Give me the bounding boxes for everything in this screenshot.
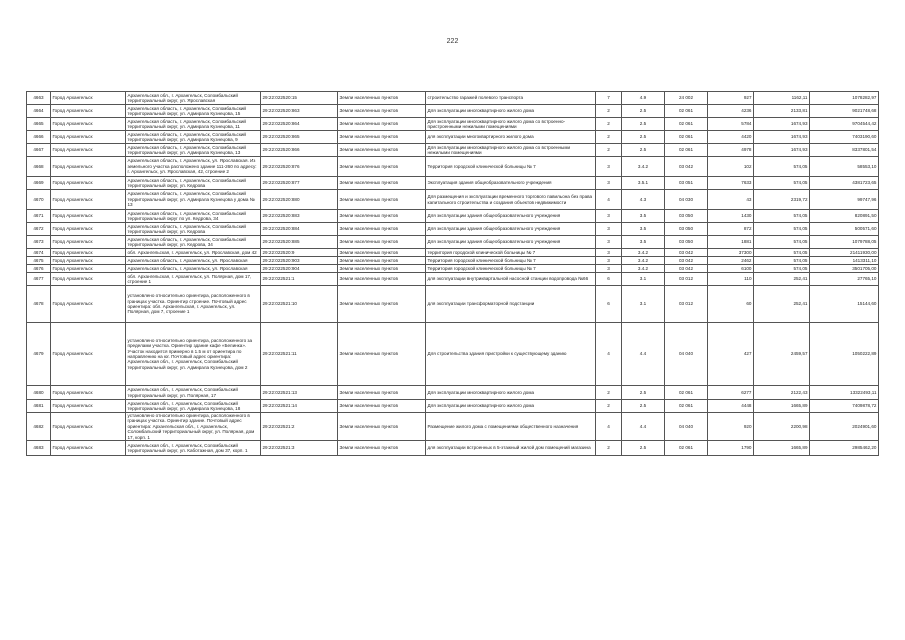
land-category-cell: Земли населенных пунктов <box>338 286 426 323</box>
land-category-cell: Земли населенных пунктов <box>338 92 426 105</box>
group-cell: 2 <box>596 144 622 157</box>
land-category-cell: Земли населенных пунктов <box>338 257 426 265</box>
specific-value-cell: 574,05 <box>754 157 810 177</box>
group-cell: 2 <box>596 105 622 118</box>
land-category-cell: Земли населенных пунктов <box>338 144 426 157</box>
permitted-use-cell: Для эксплуатации многоквартирного жилого дома <box>426 386 596 400</box>
row-number-cell: 4671 <box>27 210 51 223</box>
table-row <box>27 105 879 118</box>
cadastral-number-cell: 29:22:022520:904 <box>261 265 338 273</box>
row-number-cell: 4674 <box>27 249 51 257</box>
row-number-cell: 4664 <box>27 105 51 118</box>
address-cell: Архангельская область, г. Архангельск, Соломбальский территориальный округ, ул. Адмирала Кузнецова, 15 <box>126 105 261 118</box>
cadastral-value-cell: 27765,10 <box>810 273 879 286</box>
subgroup-cell: 4.4 <box>622 413 665 441</box>
cadastral-value-cell: 1079788,05 <box>810 236 879 249</box>
permitted-use-cell: Для эксплуатации многоквартирного жилого дома <box>426 400 596 413</box>
zone-code-cell: 03 051 <box>665 177 708 190</box>
land-category-cell: Земли населенных пунктов <box>338 265 426 273</box>
area-cell: 920 <box>708 413 754 441</box>
table-row <box>27 265 879 273</box>
zone-code-cell: 03 050 <box>665 236 708 249</box>
group-cell: 6 <box>596 273 622 286</box>
cadastral-number-cell: 29:22:022521:10 <box>261 286 338 323</box>
table-row <box>27 441 879 456</box>
row-number-cell: 4680 <box>27 386 51 400</box>
address-cell: обл. Архангельская, г. Архангельск, ул. Полярная, дом 17, строение 1 <box>126 273 261 286</box>
permitted-use-cell: Для размещения и эксплуатации временного торгового павильона без права капитального строительства и создания объектов недвижимости <box>426 190 596 210</box>
cadastral-value-cell: 9021748,68 <box>810 105 879 118</box>
permitted-use-cell: для эксплуатации встроенных в 5-этажный жилой дом помещений магазина <box>426 441 596 456</box>
address-cell: установлено относительно ориентира, расположенного в границах участка. Ориентир строение. Почтовый адрес ориентира: обл. Архангельская, г. Архангельск, ул. Полярная, дом 7, строение 1 <box>126 286 261 323</box>
specific-value-cell: 252,41 <box>754 286 810 323</box>
area-cell: 1881 <box>708 236 754 249</box>
cadastral-value-cell: 1050222,89 <box>810 323 879 386</box>
permitted-use-cell: Для эксплуатации многоквартирного жилого дома <box>426 105 596 118</box>
cadastral-value-table <box>26 91 879 456</box>
subgroup-cell: 3.5.1 <box>622 177 665 190</box>
area-cell: 4420 <box>708 131 754 144</box>
area-cell: 1790 <box>708 441 754 456</box>
group-cell: 3 <box>596 249 622 257</box>
zone-code-cell: 03 050 <box>665 210 708 223</box>
cadastral-number-cell: 29:22:022521:1 <box>261 273 338 286</box>
land-category-cell: Земли населенных пунктов <box>338 105 426 118</box>
table-row <box>27 131 879 144</box>
cadastral-number-cell: 29:22:022520:877 <box>261 177 338 190</box>
cadastral-number-cell: 29:22:022520:865 <box>261 131 338 144</box>
area-cell: 37300 <box>708 249 754 257</box>
permitted-use-cell: Территория городской клинической больницы № 7 <box>426 265 596 273</box>
address-cell: Архангельская обл., г. Архангельск, Соломбальский территориальный округ, ул. Адмирала Кузнецова, 18 <box>126 400 261 413</box>
permitted-use-cell: Размещение жилого дома с помещениями общественного назначения <box>426 413 596 441</box>
address-cell: Архангельская область, г. Архангельск, Соломбальский территориальный округ по ул. Кедрова, 34 <box>126 210 261 223</box>
row-number-cell: 4677 <box>27 273 51 286</box>
row-number-cell: 4678 <box>27 286 51 323</box>
land-category-cell: Земли населенных пунктов <box>338 400 426 413</box>
specific-value-cell: 574,05 <box>754 265 810 273</box>
specific-value-cell: 2319,72 <box>754 190 810 210</box>
row-number-cell: 4665 <box>27 118 51 131</box>
zone-code-cell: 03 042 <box>665 257 708 265</box>
group-cell: 2 <box>596 400 622 413</box>
address-cell: Архангельская область, г. Архангельск, ул. Ярославская <box>126 265 261 273</box>
specific-value-cell: 1162,11 <box>754 92 810 105</box>
row-number-cell: 4663 <box>27 92 51 105</box>
cadastral-number-cell: 29:22:022520:863 <box>261 105 338 118</box>
land-category-cell: Земли населенных пунктов <box>338 131 426 144</box>
locality-cell: Город Архангельск <box>51 144 126 157</box>
permitted-use-cell: территория городской клинической больницы № 7 <box>426 249 596 257</box>
row-number-cell: 4673 <box>27 236 51 249</box>
specific-value-cell: 2122,43 <box>754 386 810 400</box>
table-row <box>27 144 879 157</box>
zone-code-cell: 02 061 <box>665 105 708 118</box>
address-cell: Архангельская область, г. Архангельск, Соломбальский территориальный округ, ул. Кедрова <box>126 177 261 190</box>
area-cell: 43 <box>708 190 754 210</box>
row-number-cell: 4666 <box>27 131 51 144</box>
group-cell: 3 <box>596 177 622 190</box>
group-cell: 4 <box>596 323 622 386</box>
subgroup-cell: 3.1 <box>622 286 665 323</box>
specific-value-cell: 2133,81 <box>754 105 810 118</box>
cadastral-value-cell: 7409878,72 <box>810 400 879 413</box>
locality-cell: Город Архангельск <box>51 413 126 441</box>
land-category-cell: Земли населенных пунктов <box>338 273 426 286</box>
address-cell: Архангельская область, г. Архангельск, Соломбальский территориальный округ, ул. Адмирала Кузнецова у дома № 13 <box>126 190 261 210</box>
group-cell: 3 <box>596 236 622 249</box>
cadastral-value-cell: 1413311,10 <box>810 257 879 265</box>
land-category-cell: Земли населенных пунктов <box>338 323 426 386</box>
group-cell: 3 <box>596 157 622 177</box>
subgroup-cell: 2.5 <box>622 386 665 400</box>
locality-cell: Город Архангельск <box>51 386 126 400</box>
address-cell: Архангельская область, г. Архангельск, ул. Ярославская <box>126 257 261 265</box>
specific-value-cell: 574,05 <box>754 177 810 190</box>
specific-value-cell: 574,05 <box>754 210 810 223</box>
subgroup-cell: 3.5 <box>622 210 665 223</box>
permitted-use-cell: Для эксплуатации многоквартирного жилого дома со встроенными нежилыми помещениями <box>426 144 596 157</box>
subgroup-cell: 3.4.2 <box>622 265 665 273</box>
zone-code-cell: 03 050 <box>665 223 708 236</box>
specific-value-cell: 1674,93 <box>754 118 810 131</box>
cadastral-number-cell: 29:22:022521:2 <box>261 413 338 441</box>
land-category-cell: Земли населенных пунктов <box>338 210 426 223</box>
subgroup-cell: 3.4.2 <box>622 249 665 257</box>
cadastral-number-cell: 29:22:022520:883 <box>261 210 338 223</box>
row-number-cell: 4672 <box>27 223 51 236</box>
address-cell: Архангельская обл., г. Архангельск, Соломбальский территориальный округ, ул. Ярославская <box>126 92 261 105</box>
cadastral-value-cell: 13322493,11 <box>810 386 879 400</box>
locality-cell: Город Архангельск <box>51 177 126 190</box>
address-cell: Архангельская область, г. Архангельск, Соломбальский территориальный округ, ул. Адмирала Кузнецова, 13 <box>126 144 261 157</box>
permitted-use-cell: Для эксплуатации здания общеобразовательного учреждения <box>426 223 596 236</box>
cadastral-number-cell: 29:22:022520:866 <box>261 144 338 157</box>
subgroup-cell: 4.9 <box>622 92 665 105</box>
permitted-use-cell: для эксплуатации многоквартирного жилого дома <box>426 131 596 144</box>
cadastral-number-cell: 29:22:022520:15 <box>261 92 338 105</box>
address-cell: Архангельская обл., г. Архангельск, Соломбальский территориальный округ, ул. Полярная, 17 <box>126 386 261 400</box>
table-body <box>27 92 879 456</box>
table-row <box>27 286 879 323</box>
cadastral-number-cell: 29:22:022521:3 <box>261 441 338 456</box>
specific-value-cell: 574,05 <box>754 236 810 249</box>
specific-value-cell: 574,05 <box>754 257 810 265</box>
group-cell: 7 <box>596 92 622 105</box>
address-cell: Архангельская область, г. Архангельск, Соломбальский территориальный округ, ул. Кедрова, 34 <box>126 236 261 249</box>
group-cell: 3 <box>596 265 622 273</box>
subgroup-cell: 2.5 <box>622 131 665 144</box>
subgroup-cell: 4.4 <box>622 323 665 386</box>
cadastral-number-cell: 29:22:022520:903 <box>261 257 338 265</box>
specific-value-cell: 1665,89 <box>754 441 810 456</box>
group-cell: 6 <box>596 286 622 323</box>
permitted-use-cell: Территория городской клинической больницы № 7 <box>426 157 596 177</box>
locality-cell: Город Архангельск <box>51 265 126 273</box>
cadastral-value-cell: 58553,10 <box>810 157 879 177</box>
cadastral-value-cell: 7403190,60 <box>810 131 879 144</box>
subgroup-cell: 3.5 <box>622 223 665 236</box>
cadastral-number-cell: 29:22:022520:864 <box>261 118 338 131</box>
table-row <box>27 257 879 265</box>
area-cell: 60 <box>708 286 754 323</box>
zone-code-cell: 02 061 <box>665 131 708 144</box>
cadastral-number-cell: 29:22:022521:13 <box>261 386 338 400</box>
permitted-use-cell: Территория городской клинической больницы № 7 <box>426 257 596 265</box>
locality-cell: Город Архангельск <box>51 257 126 265</box>
area-cell: 872 <box>708 223 754 236</box>
group-cell: 4 <box>596 413 622 441</box>
table-row <box>27 249 879 257</box>
address-cell: Архангельская область, г. Архангельск, ул. Ярославская. Из земельного участка расположено здание 111-260 по адресу: г. Архангельск, ул. Ярославская, 42, строение 2 <box>126 157 261 177</box>
table-row <box>27 273 879 286</box>
specific-value-cell: 1674,93 <box>754 131 810 144</box>
table-row <box>27 413 879 441</box>
cadastral-value-cell: 2024901,60 <box>810 413 879 441</box>
locality-cell: Город Архангельск <box>51 441 126 456</box>
locality-cell: Город Архангельск <box>51 105 126 118</box>
locality-cell: Город Архангельск <box>51 273 126 286</box>
group-cell: 3 <box>596 223 622 236</box>
address-cell: Архангельская область, г. Архангельск, Соломбальский территориальный округ, ул. Адмирала Кузнецова, 9 <box>126 131 261 144</box>
specific-value-cell: 1665,89 <box>754 400 810 413</box>
area-cell: 2462 <box>708 257 754 265</box>
group-cell: 2 <box>596 386 622 400</box>
subgroup-cell: 3.4.2 <box>622 157 665 177</box>
zone-code-cell: 04 040 <box>665 323 708 386</box>
cadastral-number-cell: 29:22:022520:884 <box>261 223 338 236</box>
permitted-use-cell: строительство гаражей полевого транспорта <box>426 92 596 105</box>
subgroup-cell: 2.5 <box>622 400 665 413</box>
locality-cell: Город Архангельск <box>51 118 126 131</box>
area-cell: 5784 <box>708 118 754 131</box>
permitted-use-cell: для эксплуатации внутриквартальной насосной станции водопровода №66 <box>426 273 596 286</box>
subgroup-cell: 4.3 <box>622 190 665 210</box>
table-row <box>27 400 879 413</box>
row-number-cell: 4681 <box>27 400 51 413</box>
zone-code-cell: 03 042 <box>665 249 708 257</box>
land-category-cell: Земли населенных пунктов <box>338 386 426 400</box>
zone-code-cell: 03 042 <box>665 265 708 273</box>
cadastral-number-cell: 29:22:022521:14 <box>261 400 338 413</box>
cadastral-number-cell: 29:22:022520:880 <box>261 190 338 210</box>
specific-value-cell: 2200,98 <box>754 413 810 441</box>
row-number-cell: 4675 <box>27 257 51 265</box>
permitted-use-cell: Эксплуатация здания общеобразовательного учреждения <box>426 177 596 190</box>
cadastral-value-cell: 1078282,97 <box>810 92 879 105</box>
group-cell: 2 <box>596 118 622 131</box>
land-category-cell: Земли населенных пунктов <box>338 177 426 190</box>
permitted-use-cell: Для эксплуатации многоквартирного жилого дома со встроенно-пристроенными нежилыми помещениями <box>426 118 596 131</box>
land-category-cell: Земли населенных пунктов <box>338 223 426 236</box>
address-cell: Архангельская область, г. Архангельск, Соломбальский территориальный округ, ул. Кедрова <box>126 223 261 236</box>
table-row <box>27 177 879 190</box>
row-number-cell: 4669 <box>27 177 51 190</box>
address-cell: Архангельская обл., г. Архангельск, Соломбальский территориальный округ, ул. Каботажная, дом 37, корп. 1 <box>126 441 261 456</box>
table-row <box>27 118 879 131</box>
permitted-use-cell: Для строительства здания пристройки к существующему зданию <box>426 323 596 386</box>
subgroup-cell: 3.5 <box>622 236 665 249</box>
area-cell: 6100 <box>708 265 754 273</box>
zone-code-cell: 02 061 <box>665 441 708 456</box>
subgroup-cell: 2.5 <box>622 105 665 118</box>
address-cell: установлено относительно ориентира, расположенного в границах участка. Ориентир здание. Почтовый адрес ориентира: Архангельская обл., г. Архангельск, Соломбальский территориальный округ, ул. Полярная, дом 17, корп. 1 <box>126 413 261 441</box>
area-cell: 110 <box>708 273 754 286</box>
specific-value-cell: 574,05 <box>754 223 810 236</box>
locality-cell: Город Архангельск <box>51 157 126 177</box>
row-number-cell: 4683 <box>27 441 51 456</box>
row-number-cell: 4670 <box>27 190 51 210</box>
permitted-use-cell: для эксплуатации трансформаторной подстанции <box>426 286 596 323</box>
table-row <box>27 190 879 210</box>
cadastral-value-cell: 9704544,42 <box>810 118 879 131</box>
area-cell: 4978 <box>708 144 754 157</box>
permitted-use-cell: Для эксплуатации здания общеобразовательного учреждения <box>426 210 596 223</box>
cadastral-number-cell: 29:22:022520:876 <box>261 157 338 177</box>
area-cell: 6277 <box>708 386 754 400</box>
cadastral-value-cell: 3501705,00 <box>810 265 879 273</box>
cadastral-value-cell: 4381723,65 <box>810 177 879 190</box>
cadastral-value-cell: 99747,96 <box>810 190 879 210</box>
group-cell: 2 <box>596 131 622 144</box>
area-cell: 102 <box>708 157 754 177</box>
zone-code-cell: 03 012 <box>665 286 708 323</box>
group-cell: 3 <box>596 257 622 265</box>
zone-code-cell: 02 061 <box>665 386 708 400</box>
address-cell: установлено относительно ориентира, расположенного за пределами участка. Ориентир здание кафе «Белинка». Участок находится примерно в 1.5 м от ориентира по направлению на юг. Почтовый адрес ориентира: Архангельская обл., г. Архангельск, Соломбальский территориальный округ, ул. Адмирала Кузнецова, дом 2 <box>126 323 261 386</box>
land-category-cell: Земли населенных пунктов <box>338 413 426 441</box>
specific-value-cell: 2459,57 <box>754 323 810 386</box>
cadastral-number-cell: 29:22:022521:11 <box>261 323 338 386</box>
row-number-cell: 4667 <box>27 144 51 157</box>
group-cell: 3 <box>596 210 622 223</box>
area-cell: 4448 <box>708 400 754 413</box>
area-cell: 7633 <box>708 177 754 190</box>
row-number-cell: 4679 <box>27 323 51 386</box>
land-category-cell: Земли населенных пунктов <box>338 249 426 257</box>
address-cell: Архангельская область, г. Архангельск, Соломбальский территориальный округ, ул. Адмирала Кузнецова, 11 <box>126 118 261 131</box>
subgroup-cell: 2.5 <box>622 118 665 131</box>
land-category-cell: Земли населенных пунктов <box>338 236 426 249</box>
table-row <box>27 210 879 223</box>
subgroup-cell: 3.4.2 <box>622 257 665 265</box>
zone-code-cell: 24 002 <box>665 92 708 105</box>
zone-code-cell: 02 061 <box>665 144 708 157</box>
permitted-use-cell: Для эксплуатации здания общеобразовательного учреждения <box>426 236 596 249</box>
land-category-cell: Земли населенных пунктов <box>338 118 426 131</box>
locality-cell: Город Архангельск <box>51 249 126 257</box>
locality-cell: Город Архангельск <box>51 131 126 144</box>
zone-code-cell: 03 042 <box>665 157 708 177</box>
group-cell: 4 <box>596 190 622 210</box>
page-number: 222 <box>446 38 459 45</box>
cadastral-value-cell: 820891,50 <box>810 210 879 223</box>
cadastral-value-cell: 500571,60 <box>810 223 879 236</box>
table-row <box>27 386 879 400</box>
area-cell: 427 <box>708 323 754 386</box>
land-category-cell: Земли населенных пунктов <box>338 190 426 210</box>
locality-cell: Город Архангельск <box>51 92 126 105</box>
group-cell: 2 <box>596 441 622 456</box>
locality-cell: Город Архангельск <box>51 223 126 236</box>
cadastral-value-cell: 21411930,00 <box>810 249 879 257</box>
specific-value-cell: 574,05 <box>754 249 810 257</box>
subgroup-cell: 2.5 <box>622 441 665 456</box>
table-row <box>27 323 879 386</box>
locality-cell: Город Архангельск <box>51 323 126 386</box>
land-category-cell: Земли населенных пунктов <box>338 441 426 456</box>
locality-cell: Город Архангельск <box>51 210 126 223</box>
cadastral-number-cell: 29:22:022520:885 <box>261 236 338 249</box>
specific-value-cell: 1674,93 <box>754 144 810 157</box>
specific-value-cell: 252,41 <box>754 273 810 286</box>
zone-code-cell: 04 040 <box>665 413 708 441</box>
locality-cell: Город Архангельск <box>51 236 126 249</box>
cadastral-value-cell: 2985462,20 <box>810 441 879 456</box>
locality-cell: Город Архангельск <box>51 190 126 210</box>
zone-code-cell: 03 012 <box>665 273 708 286</box>
cadastral-number-cell: 29:22:022520:9 <box>261 249 338 257</box>
subgroup-cell: 2.5 <box>622 144 665 157</box>
table-row <box>27 92 879 105</box>
land-category-cell: Земли населенных пунктов <box>338 157 426 177</box>
cadastral-value-cell: 15144,60 <box>810 286 879 323</box>
table-row <box>27 223 879 236</box>
zone-code-cell: 02 061 <box>665 400 708 413</box>
row-number-cell: 4668 <box>27 157 51 177</box>
row-number-cell: 4682 <box>27 413 51 441</box>
table-row <box>27 157 879 177</box>
cadastral-value-cell: 8337801,54 <box>810 144 879 157</box>
area-cell: 4236 <box>708 105 754 118</box>
locality-cell: Город Архангельск <box>51 286 126 323</box>
row-number-cell: 4676 <box>27 265 51 273</box>
table-row <box>27 236 879 249</box>
zone-code-cell: 04 030 <box>665 190 708 210</box>
subgroup-cell: 3.1 <box>622 273 665 286</box>
area-cell: 927 <box>708 92 754 105</box>
address-cell: обл. Архангельская, г. Архангельск, ул. Ярославская, дом 42 <box>126 249 261 257</box>
zone-code-cell: 02 061 <box>665 118 708 131</box>
area-cell: 1430 <box>708 210 754 223</box>
locality-cell: Город Архангельск <box>51 400 126 413</box>
